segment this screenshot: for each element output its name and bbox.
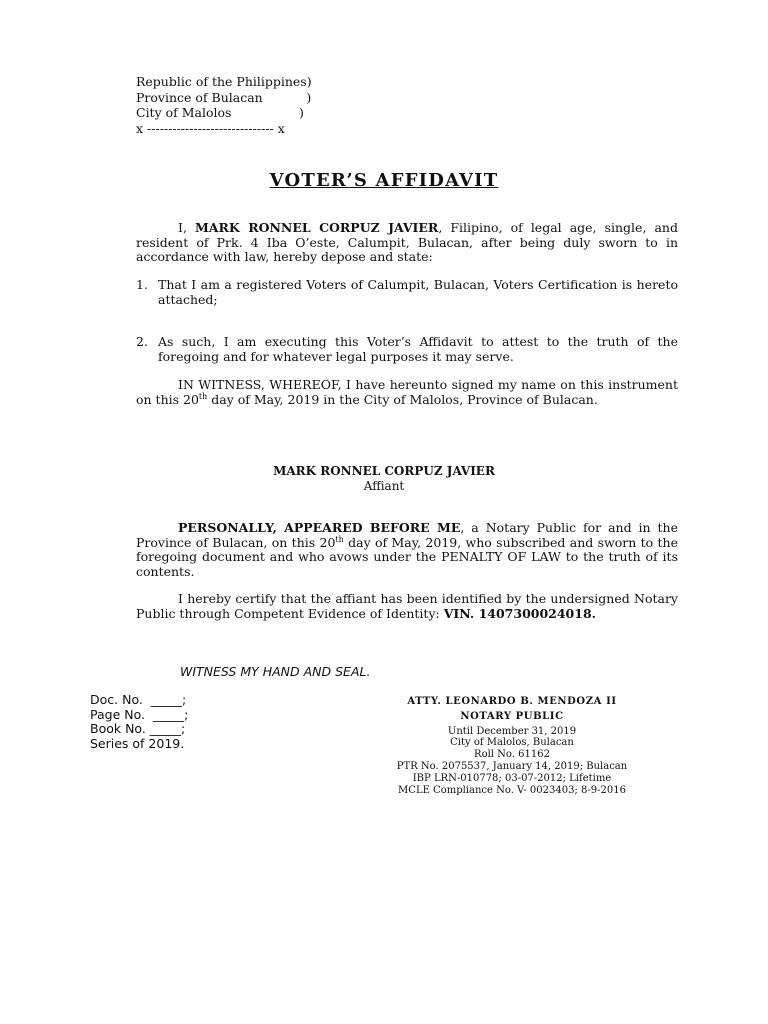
doc-number: Doc. No. _____; xyxy=(90,692,187,707)
ordinal-suffix: th xyxy=(335,534,344,544)
jurat-post: day of May, 2019, who subscribed and sworn to the foregoing document and who avows under the PENALTY OF LAW to the truth of its contents. xyxy=(136,534,678,579)
affiant-name: MARK RONNEL CORPUZ JAVIER xyxy=(273,464,495,478)
intro-paragraph xyxy=(136,221,678,265)
statement-number: 2. xyxy=(136,334,148,349)
venue-province: Province of Bulacan ) xyxy=(136,89,312,105)
statement-text: That I am a registered Voters of Calumpit, Bulacan, Voters Certification is hereto attached; xyxy=(158,277,678,307)
jurat-lead: PERSONALLY, APPEARED BEFORE ME xyxy=(178,520,461,535)
notary-title: NOTARY PUBLIC xyxy=(460,710,564,722)
venue-republic: Republic of the Philippines) xyxy=(136,74,312,89)
jurat-mid: , a Notary Public for and in the Province of Bulacan, on this 20 xyxy=(136,520,679,550)
intro-post: , Filipino, of legal age, single, and resident of Prk. 4 Iba O’este, Calumpit, Bulacan, after being duly sworn to in accordance with law, hereby depose and state: xyxy=(136,220,678,264)
in-witness-post: day of May, 2019 in the City of Malolos, Province of Bulacan. xyxy=(207,391,598,407)
affiant-signature-block xyxy=(0,464,768,494)
venue-separator: x ------------------------------ x xyxy=(136,120,285,136)
ordinal-suffix: th xyxy=(198,391,208,401)
notary-mcle: MCLE Compliance No. V- 0023403; 8-9-2016 xyxy=(398,784,626,796)
document-title: VOTER’S AFFIDAVIT xyxy=(269,170,499,191)
notary-city: City of Malolos, Bulacan xyxy=(450,737,574,749)
witness-hand-seal: WITNESS MY HAND AND SEAL. xyxy=(180,664,371,679)
notary-ptr: PTR No. 2075537, January 14, 2019; Bulacan xyxy=(396,760,628,772)
book-number: Book No. _____; xyxy=(90,721,186,736)
page-number: Page No. _____; xyxy=(90,706,189,722)
affiant-label: Affiant xyxy=(363,479,405,493)
in-witness-paragraph xyxy=(136,378,678,407)
notary-roll: Roll No. 61162 xyxy=(474,749,550,761)
in-witness-pre: IN WITNESS, WHEREOF, I have hereunto signed my name on this instrument on this 20 xyxy=(136,377,678,407)
venue-block xyxy=(136,74,312,136)
notary-ibp: IBP LRN-010778; 03-07-2012; Lifetime xyxy=(412,772,612,784)
certify-text: I hereby certify that the affiant has been identified by the undersigned Notary Public through Competent Evidence of Identity: xyxy=(136,591,678,621)
certify-paragraph xyxy=(136,592,678,621)
document-reference-block xyxy=(90,693,188,751)
statement-item-1 xyxy=(136,278,678,307)
jurat-paragraph xyxy=(136,521,678,579)
statement-number: 1. xyxy=(136,277,148,292)
intro-pre: I, xyxy=(178,220,195,235)
affiant-name-inline: MARK RONNEL CORPUZ JAVIER xyxy=(194,220,439,235)
notary-name: ATTY. LEONARDO B. MENDOZA II xyxy=(407,696,617,707)
statement-item-2 xyxy=(136,335,678,364)
series-year: Series of 2019. xyxy=(90,735,185,751)
vin-number: VIN. 1407300024018. xyxy=(443,605,596,621)
venue-city: City of Malolos ) xyxy=(136,105,304,120)
statement-text: As such, I am executing this Voter’s Affidavit to attest to the truth of the foregoing and for whatever legal purposes it may serve. xyxy=(158,334,678,364)
notary-block xyxy=(330,696,694,796)
notary-commission: Until December 31, 2019 xyxy=(447,725,577,737)
